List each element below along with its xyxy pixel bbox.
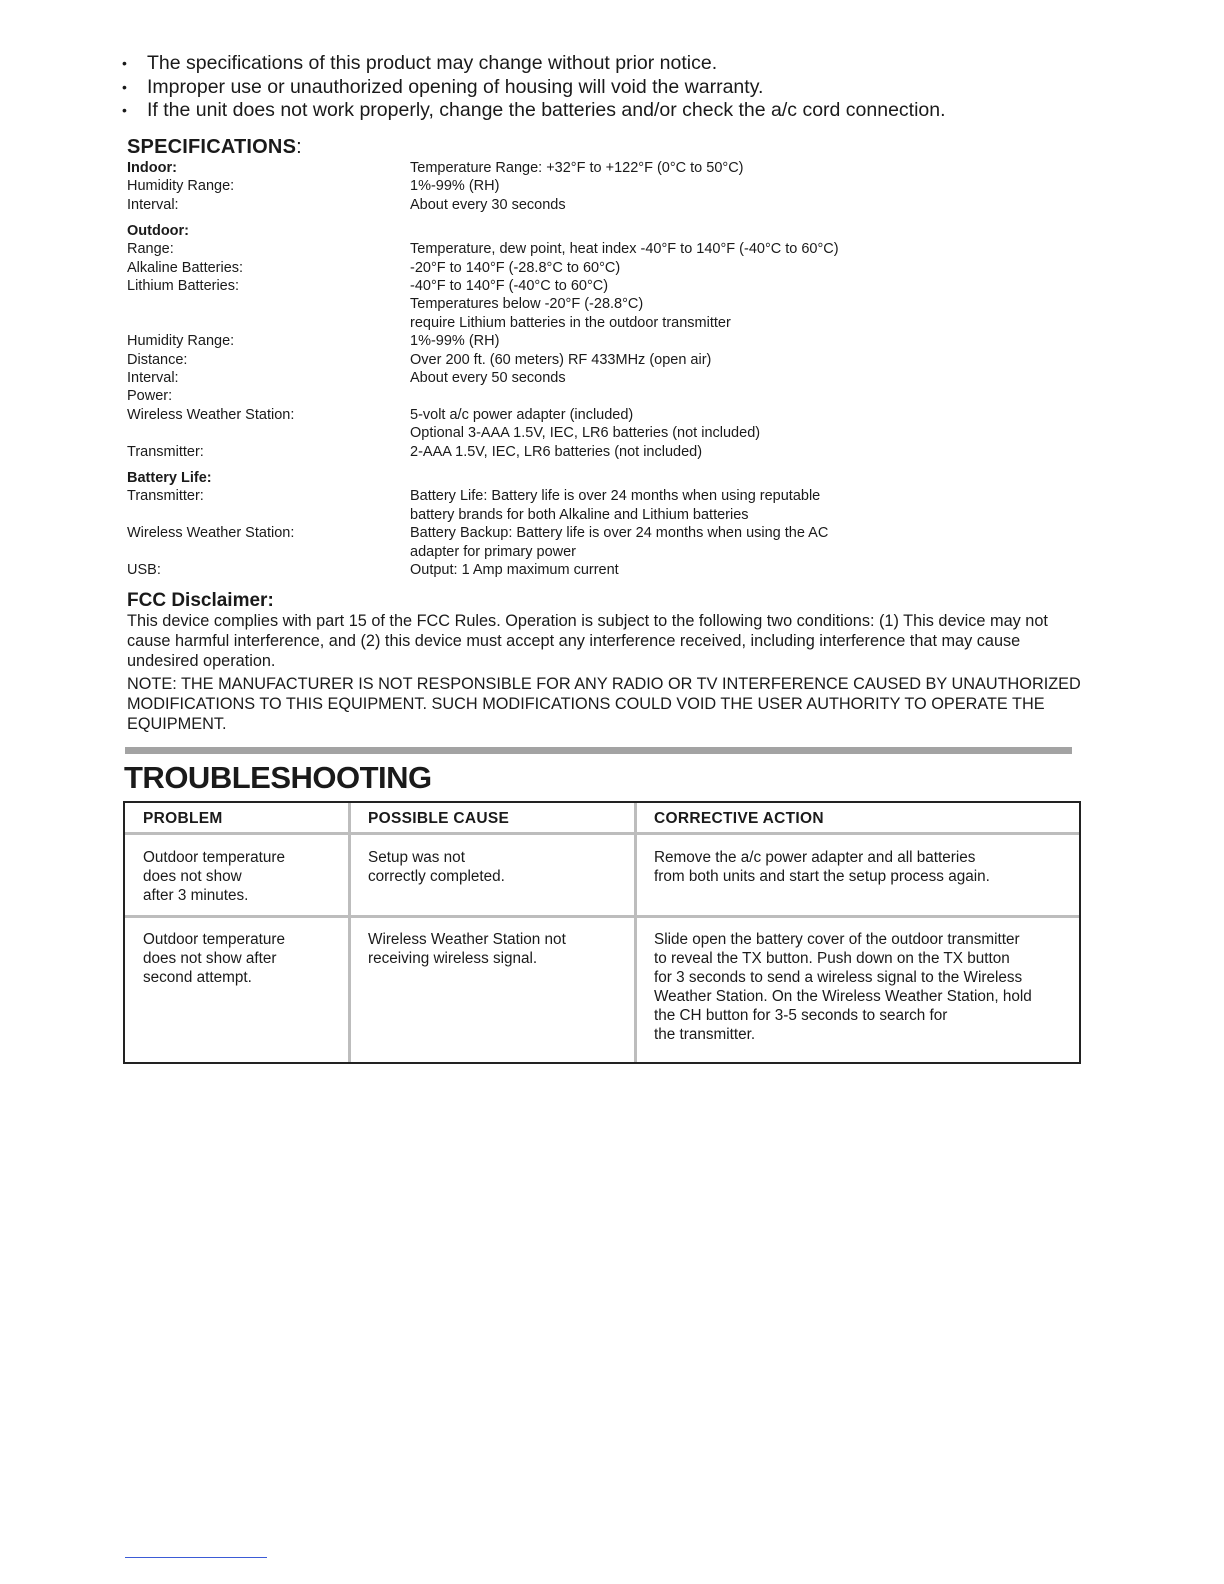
cell-line: for 3 seconds to send a wireless signal to the Wireless	[654, 969, 1023, 986]
notes-list	[118, 52, 1178, 123]
table-row-divider	[125, 915, 1079, 918]
outdoor-lithium-note-2: require Lithium batteries in the outdoor transmitter	[410, 315, 731, 331]
cell-line: does not show after	[143, 950, 277, 967]
cell-line: Remove the a/c power adapter and all batteries	[654, 849, 976, 866]
cell-line: to reveal the TX button. Push down on the TX button	[654, 950, 1010, 967]
table-row-2-cause	[368, 930, 566, 968]
power-station-label: Wireless Weather Station:	[127, 407, 295, 423]
fcc-title: FCC Disclaimer:	[127, 590, 274, 611]
indoor-interval-label: Interval:	[127, 197, 179, 213]
cell-line: Weather Station. On the Wireless Weather Station, hold	[654, 988, 1032, 1005]
header-corrective-action: CORRECTIVE ACTION	[654, 810, 824, 827]
usb-label: USB:	[127, 562, 161, 578]
power-transmitter-label: Transmitter:	[127, 444, 204, 460]
battery-station-label: Wireless Weather Station:	[127, 525, 295, 541]
note-item	[118, 99, 1178, 123]
indoor-humidity-label: Humidity Range:	[127, 178, 235, 194]
cell-line: Wireless Weather Station not	[368, 931, 566, 948]
outdoor-distance-value: Over 200 ft. (60 meters) RF 433MHz (open air)	[410, 352, 712, 368]
note-item	[118, 76, 1178, 100]
indoor-heading: Indoor:	[127, 160, 177, 176]
cell-line: Setup was not	[368, 849, 465, 866]
cell-line: receiving wireless signal.	[368, 950, 538, 967]
cell-line: correctly completed.	[368, 868, 505, 885]
outdoor-interval-label: Interval:	[127, 370, 179, 386]
section-divider	[125, 747, 1072, 754]
power-station-value-2: Optional 3-AAA 1.5V, IEC, LR6 batteries (not included)	[410, 425, 761, 441]
table-row-1-problem	[143, 848, 285, 905]
header-possible-cause: POSSIBLE CAUSE	[368, 810, 510, 827]
table-column-divider	[348, 803, 351, 1062]
cell-line: Outdoor temperature	[143, 849, 285, 866]
outdoor-humidity-label: Humidity Range:	[127, 333, 235, 349]
fcc-note: NOTE: THE MANUFACTURER IS NOT RESPONSIBLE FOR ANY RADIO OR TV INTERFERENCE CAUSED BY UNAUTHORIZED MODIFICATIONS TO THIS EQUIPMENT. SUCH MODIFICATIONS COULD VOID THE USER AUTHORITY TO OPERATE THE EQUIPMENT.	[127, 675, 1081, 733]
specifications-title	[127, 136, 302, 159]
battery-transmitter-value-2: battery brands for both Alkaline and Lithium batteries	[410, 507, 749, 523]
outdoor-humidity-value: 1%-99% (RH)	[410, 333, 500, 349]
battery-transmitter-label: Transmitter:	[127, 488, 204, 504]
bullet-icon: •	[122, 102, 127, 118]
indoor-interval-value: About every 30 seconds	[410, 197, 566, 213]
usb-value: Output: 1 Amp maximum current	[410, 562, 619, 578]
power-station-value-1: 5-volt a/c power adapter (included)	[410, 407, 634, 423]
troubleshooting-table	[123, 801, 1081, 1064]
note-text: Improper use or unauthorized opening of housing will void the warranty.	[147, 75, 764, 98]
troubleshooting-title: TROUBLESHOOTING	[124, 760, 432, 795]
cell-line: after 3 minutes.	[143, 887, 249, 904]
power-transmitter-value: 2-AAA 1.5V, IEC, LR6 batteries (not included)	[410, 444, 703, 460]
outdoor-alkaline-label: Alkaline Batteries:	[127, 260, 244, 276]
outdoor-lithium-value: -40°F to 140°F (-40°C to 60°C)	[410, 278, 609, 294]
cell-line: Slide open the battery cover of the outdoor transmitter	[654, 931, 1020, 948]
outdoor-range-label: Range:	[127, 241, 174, 257]
bullet-icon: •	[122, 55, 127, 71]
cell-line: from both units and start the setup process again.	[654, 868, 990, 885]
outdoor-range-value: Temperature, dew point, heat index -40°F to 140°F (-40°C to 60°C)	[410, 241, 839, 257]
table-row-2-action	[654, 930, 1032, 1044]
specifications-table	[127, 159, 887, 579]
table-row-1-action	[654, 848, 990, 886]
outdoor-distance-label: Distance:	[127, 352, 188, 368]
outdoor-lithium-label: Lithium Batteries:	[127, 278, 240, 294]
table-row-2-problem	[143, 930, 285, 987]
note-text: The specifications of this product may change without prior notice.	[147, 52, 718, 74]
specifications-title-colon: :	[296, 136, 302, 158]
outdoor-interval-value: About every 50 seconds	[410, 370, 566, 386]
cell-line: does not show	[143, 868, 242, 885]
cell-line: second attempt.	[143, 969, 252, 986]
cell-line: the CH button for 3-5 seconds to search for	[654, 1007, 948, 1024]
indoor-humidity-value: 1%-99% (RH)	[410, 178, 500, 194]
battery-station-value-2: adapter for primary power	[410, 544, 577, 560]
note-text: If the unit does not work properly, change the batteries and/or check the a/c cord connection.	[147, 99, 946, 121]
outdoor-heading: Outdoor:	[127, 223, 190, 239]
table-column-divider	[634, 803, 637, 1062]
footer-rule	[125, 1557, 267, 1558]
specifications-title-text: SPECIFICATIONS	[127, 136, 297, 158]
note-item	[118, 52, 1178, 76]
fcc-text: This device complies with part 15 of the FCC Rules. Operation is subject to the following two conditions: (1) This device may not cause harmful interference, and (2) this device must accept any interference received, including interference that may cause undesired operation.	[127, 612, 1048, 670]
battery-transmitter-value-1: Battery Life: Battery life is over 24 months when using reputable	[410, 488, 821, 504]
table-row-divider	[125, 832, 1079, 835]
battery-station-value-1: Battery Backup: Battery life is over 24 months when using the AC	[410, 525, 829, 541]
bullet-icon: •	[122, 78, 127, 95]
indoor-temperature-value: Temperature Range: +32°F to +122°F (0°C to 50°C)	[410, 160, 744, 176]
cell-line: Outdoor temperature	[143, 931, 285, 948]
outdoor-alkaline-value: -20°F to 140°F (-28.8°C to 60°C)	[410, 260, 621, 276]
battery-life-heading: Battery Life:	[127, 470, 212, 486]
power-label: Power:	[127, 388, 173, 404]
header-problem: PROBLEM	[143, 810, 223, 827]
outdoor-lithium-note-1: Temperatures below -20°F (-28.8°C)	[410, 296, 644, 312]
cell-line: the transmitter.	[654, 1026, 756, 1043]
table-row-1-cause	[368, 848, 505, 886]
